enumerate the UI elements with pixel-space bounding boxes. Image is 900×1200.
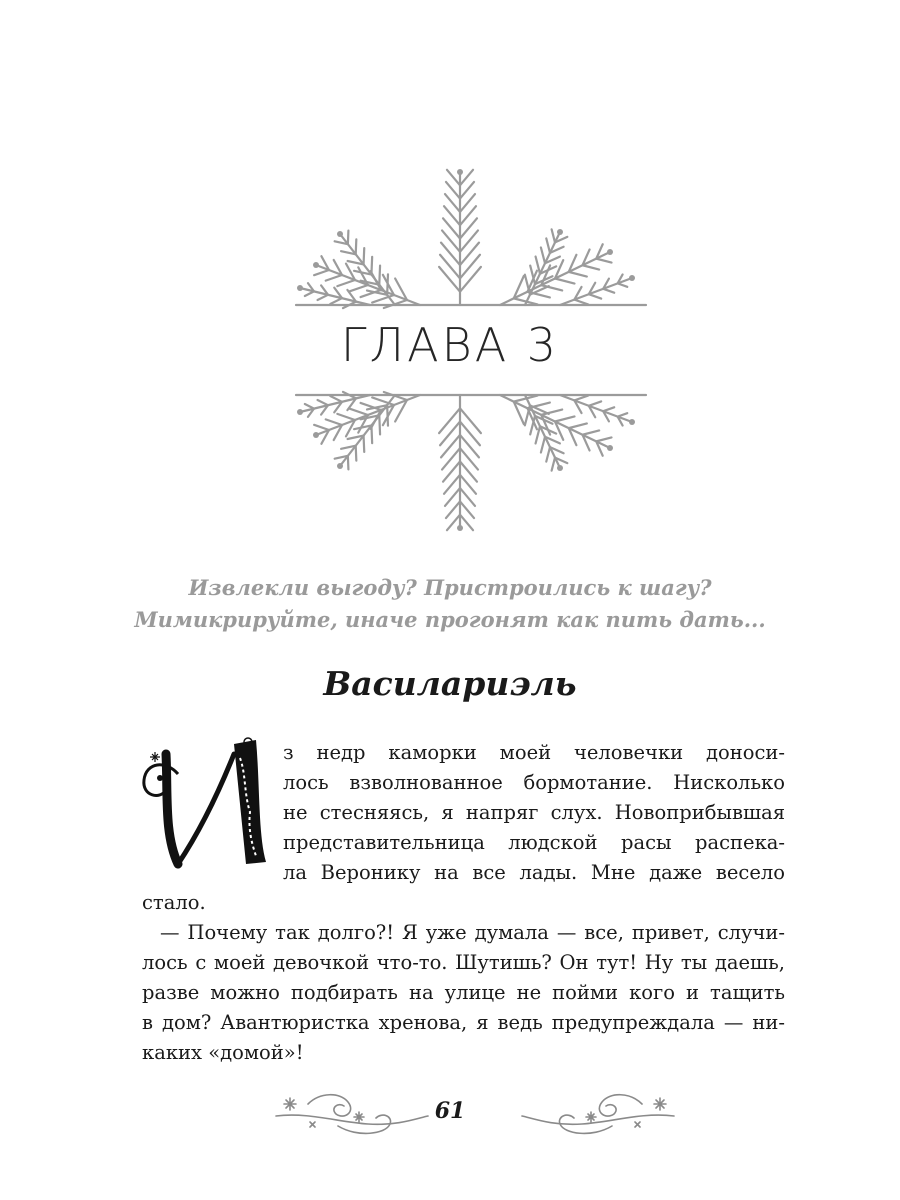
page-number: 61: [434, 1098, 466, 1124]
drop-cap-letter: И: [138, 734, 139, 735]
epigraph: [0, 572, 900, 636]
paragraph-line: представительница людской расы распека-: [283, 831, 785, 854]
paragraph-line: — Почему так долго?! Я уже думала — все, привет, случи-: [160, 921, 785, 944]
paragraph-line: разве можно подбирать на улице не пойми кого и тащить: [142, 981, 785, 1004]
chapter-title: ГЛАВА 3: [340, 318, 560, 372]
paragraph-line: з недр каморки моей человечки доноси-: [283, 741, 785, 764]
epigraph-line: Извлекли выгоду? Пристроились к шагу?: [188, 575, 712, 600]
paragraph-line: каких «домой»!: [142, 1041, 304, 1064]
paragraph-line: в дом? Авантюристка хренова, я ведь предупреждала — ни-: [142, 1011, 785, 1034]
pov-character-heading: Василариэль: [323, 664, 577, 703]
paragraph-line: ла Веронику на все лады. Мне даже весело: [283, 861, 785, 884]
paragraph-line: стало.: [142, 891, 206, 914]
fir-branch-ornament-bottom: [0, 390, 900, 540]
paragraph-line: не стесняясь, я напряг слух. Новоприбывшая: [283, 801, 785, 824]
paragraph-line: лось взволнованное бормотание. Нисколько: [283, 771, 785, 794]
fir-branch-ornament-top: [0, 160, 900, 310]
drop-cap: [138, 734, 273, 874]
footer-swirl-ornament-right: [512, 1082, 682, 1142]
paragraph-line: лось с моей девочкой что-то. Шутишь? Он тут! Ну ты даешь,: [142, 951, 785, 974]
epigraph-line: Мимикрируйте, иначе прогонят как пить дать...: [134, 607, 766, 632]
